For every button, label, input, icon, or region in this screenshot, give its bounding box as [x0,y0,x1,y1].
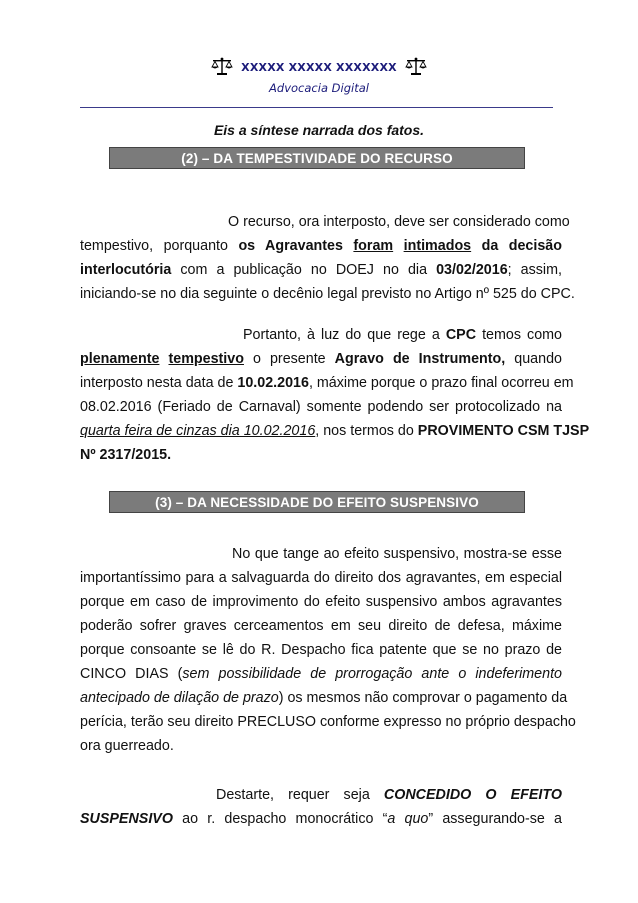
text-run: Nº 2317/2015. [80,447,172,463]
text-run: interposto nesta data de [80,375,238,391]
text-run: poderão sofrer graves cerceamentos em seu direito de defesa, máxime [80,618,562,634]
text-run: ” assegurando-se a [428,811,563,827]
paragraph-line [80,662,562,686]
header-divider [80,107,553,108]
letterhead [0,55,638,95]
paragraph-line [80,258,562,282]
scale-of-justice-icon [211,57,233,77]
text-run: CINCO DIAS ( [80,666,183,682]
text-run: importantíssimo para a salvaguarda do direito dos agravantes, em especial [80,570,562,586]
text-run: 03/02/2016 [436,262,508,278]
text-run: tempestivo [168,351,244,367]
paragraph-line [80,542,562,566]
paragraph-line [80,710,576,734]
intro-sentence: Eis a síntese narrada dos fatos. [213,122,425,138]
text-run: iniciando-se no dia seguinte o decênio legal previsto no Artigo nº 525 do CPC. [80,286,575,302]
paragraph-line [80,234,562,258]
text-run: temos como [476,327,563,343]
text-run: perícia, terão seu direito PRECLUSO conforme expresso no próprio despacho [80,714,576,730]
text-run: a quo [387,811,429,827]
text-run: , nos termos do [315,423,418,439]
firm-line [0,55,638,79]
text-run: , máxime porque o prazo final ocorreu em [308,375,574,391]
text-run: quando [505,351,562,367]
text-run: plenamente [80,351,160,367]
text-run: tempestivo, porquanto [80,238,239,254]
paragraph-line [80,443,562,467]
text-run: antecipado de dilação de prazo [80,690,279,706]
text-run: Portanto, à luz do que rege a [243,327,446,343]
text-run: Agravo de Instrumento, [334,351,506,367]
text-run: porque consoante se lê do R. Despacho fica patente que se no prazo de [80,642,562,658]
text-run: Destarte, requer seja [216,787,384,803]
text-run: os Agravantes [238,238,343,254]
paragraph-destarte [80,783,562,831]
scale-of-justice-icon [405,57,427,77]
paragraph-line [80,347,562,371]
text-run: ) os mesmos não comprovar o pagamento da [278,690,568,706]
text-run: porque em caso de improvimento do efeito suspensivo ambos agravantes [80,594,562,610]
text-run: 10.02.2016 [237,375,309,391]
paragraph-line [80,210,570,234]
text-run: No que tange ao efeito suspensivo, mostra-se esse [232,546,562,562]
text-run: ; assim, [507,262,562,278]
text-run: interlocutória [80,262,172,278]
text-run: foram [353,238,394,254]
paragraph-portanto [80,323,590,467]
firm-subtitle: Advocacia Digital [269,81,369,95]
paragraph-line [80,590,562,614]
paragraph-line [80,807,562,831]
paragraph-line [80,395,562,419]
paragraph-line [80,419,590,443]
paragraph-line [80,686,568,710]
text-run: da decisão [471,238,562,254]
text-run: ao r. despacho monocrático “ [172,811,388,827]
text-run: o presente [243,351,335,367]
text-run: SUSPENSIVO [80,811,173,827]
paragraph-line [80,638,562,662]
paragraph-line [80,282,575,306]
paragraph-line [80,734,562,758]
paragraph-efeito-suspensivo [80,542,576,758]
text-run: ora guerreado. [80,738,174,754]
paragraph-line [80,783,562,807]
text-run: intimados [403,238,472,254]
text-run: CPC [445,327,477,343]
text-run: PROVIMENTO CSM TJSP [417,423,590,439]
firm-name: XXXXX XXXXX XXXXXXX [241,60,397,74]
text-run: sem possibilidade de prorrogação ante o indeferimento [182,666,562,682]
paragraph-line [80,323,562,347]
text-run: O recurso, ora interposto, deve ser considerado como [228,214,570,230]
paragraph-line [80,371,574,395]
text-run: 08.02.2016 (Feriado de Carnaval) somente podendo ser protocolizado na [80,399,562,415]
text-run: com a publicação no DOEJ no dia [171,262,437,278]
text-run: quarta feira de cinzas dia 10.02.2016 [80,423,316,439]
paragraph-tempestividade [80,210,575,306]
paragraph-line [80,614,562,638]
section-heading-tempestividade: (2) – DA TEMPESTIVIDADE DO RECURSO [109,147,525,169]
section-heading-efeito-suspensivo: (3) – DA NECESSIDADE DO EFEITO SUSPENSIVO [109,491,525,513]
text-run: CONCEDIDO O EFEITO [383,787,562,803]
paragraph-line [80,566,562,590]
